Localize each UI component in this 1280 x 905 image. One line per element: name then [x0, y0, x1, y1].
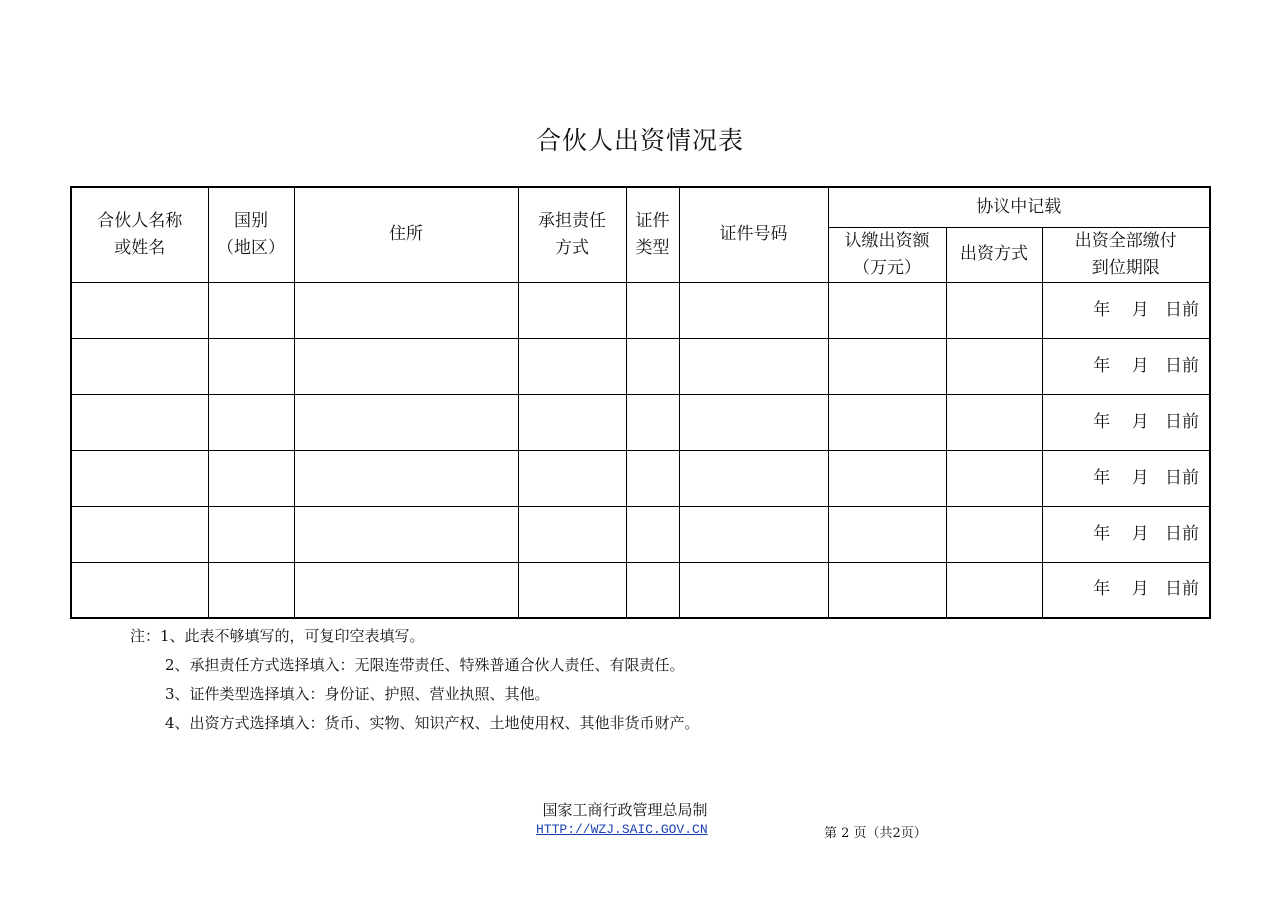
cell-address[interactable] — [294, 282, 518, 338]
cell-id-number[interactable] — [679, 282, 828, 338]
cell-payment-deadline[interactable]: 年 月 日前 — [1042, 282, 1210, 338]
cell-contribution-method[interactable] — [946, 394, 1042, 450]
cell-id-number[interactable] — [679, 562, 828, 618]
header-id-number: 证件号码 — [679, 187, 828, 282]
note-4: 4、出资方式选择填入：货币、实物、知识产权、土地使用权、其他非货币财产。 — [165, 714, 700, 732]
cell-address[interactable] — [294, 562, 518, 618]
header-agreement-group: 协议中记载 — [828, 187, 1210, 227]
cell-id-type[interactable] — [626, 338, 679, 394]
header-contribution-method: 出资方式 — [946, 227, 1042, 282]
cell-subscribed-amount[interactable] — [828, 282, 946, 338]
header-liability-method: 承担责任 方式 — [518, 187, 626, 282]
notes-section — [130, 622, 700, 738]
cell-partner-name[interactable] — [71, 506, 208, 562]
partner-contribution-table — [70, 186, 1211, 619]
cell-payment-deadline[interactable]: 年 月 日前 — [1042, 562, 1210, 618]
cell-contribution-method[interactable] — [946, 562, 1042, 618]
cell-id-type[interactable] — [626, 282, 679, 338]
table-row — [71, 338, 1210, 394]
cell-partner-name[interactable] — [71, 450, 208, 506]
note-3: 3、证件类型选择填入：身份证、护照、营业执照、其他。 — [165, 685, 550, 703]
cell-payment-deadline[interactable]: 年 月 日前 — [1042, 394, 1210, 450]
cell-liability-method[interactable] — [518, 394, 626, 450]
note-2: 2、承担责任方式选择填入：无限连带责任、特殊普通合伙人责任、有限责任。 — [165, 656, 685, 674]
header-payment-deadline: 出资全部缴付 到位期限 — [1042, 227, 1210, 282]
cell-id-type[interactable] — [626, 394, 679, 450]
cell-id-type[interactable] — [626, 506, 679, 562]
note-1: 注：1、此表不够填写的，可复印空表填写。 — [130, 627, 425, 645]
page-number: 第 2 页（共2页） — [824, 826, 927, 841]
cell-subscribed-amount[interactable] — [828, 450, 946, 506]
table-row — [71, 394, 1210, 450]
cell-id-number[interactable] — [679, 338, 828, 394]
cell-liability-method[interactable] — [518, 282, 626, 338]
cell-payment-deadline[interactable]: 年 月 日前 — [1042, 338, 1210, 394]
cell-country[interactable] — [208, 562, 294, 618]
form-title: 合伙人出资情况表 — [535, 126, 744, 155]
cell-country[interactable] — [208, 506, 294, 562]
header-country: 国别 （地区） — [208, 187, 294, 282]
cell-id-number[interactable] — [679, 450, 828, 506]
cell-subscribed-amount[interactable] — [828, 506, 946, 562]
cell-contribution-method[interactable] — [946, 338, 1042, 394]
cell-liability-method[interactable] — [518, 338, 626, 394]
cell-subscribed-amount[interactable] — [828, 338, 946, 394]
cell-id-type[interactable] — [626, 562, 679, 618]
header-id-type: 证件 类型 — [626, 187, 679, 282]
header-address: 住所 — [294, 187, 518, 282]
cell-liability-method[interactable] — [518, 562, 626, 618]
header-subscribed-amount: 认缴出资额 （万元） — [828, 227, 946, 282]
cell-address[interactable] — [294, 506, 518, 562]
table-row — [71, 450, 1210, 506]
cell-subscribed-amount[interactable] — [828, 394, 946, 450]
cell-address[interactable] — [294, 450, 518, 506]
cell-country[interactable] — [208, 338, 294, 394]
cell-country[interactable] — [208, 282, 294, 338]
table-row — [71, 282, 1210, 338]
cell-address[interactable] — [294, 338, 518, 394]
cell-contribution-method[interactable] — [946, 450, 1042, 506]
issuing-authority: 国家工商行政管理总局制 — [542, 801, 708, 819]
cell-contribution-method[interactable] — [946, 282, 1042, 338]
footer-link[interactable]: HTTP://WZJ.SAIC.GOV.CN — [536, 822, 708, 837]
cell-partner-name[interactable] — [71, 338, 208, 394]
cell-country[interactable] — [208, 394, 294, 450]
cell-subscribed-amount[interactable] — [828, 562, 946, 618]
cell-country[interactable] — [208, 450, 294, 506]
cell-partner-name[interactable] — [71, 394, 208, 450]
cell-id-type[interactable] — [626, 450, 679, 506]
cell-payment-deadline[interactable]: 年 月 日前 — [1042, 506, 1210, 562]
table-row — [71, 506, 1210, 562]
cell-payment-deadline[interactable]: 年 月 日前 — [1042, 450, 1210, 506]
cell-id-number[interactable] — [679, 394, 828, 450]
cell-contribution-method[interactable] — [946, 506, 1042, 562]
table-row — [71, 562, 1210, 618]
cell-id-number[interactable] — [679, 506, 828, 562]
cell-liability-method[interactable] — [518, 506, 626, 562]
cell-liability-method[interactable] — [518, 450, 626, 506]
cell-partner-name[interactable] — [71, 282, 208, 338]
cell-address[interactable] — [294, 394, 518, 450]
cell-partner-name[interactable] — [71, 562, 208, 618]
header-partner-name: 合伙人名称 或姓名 — [71, 187, 208, 282]
